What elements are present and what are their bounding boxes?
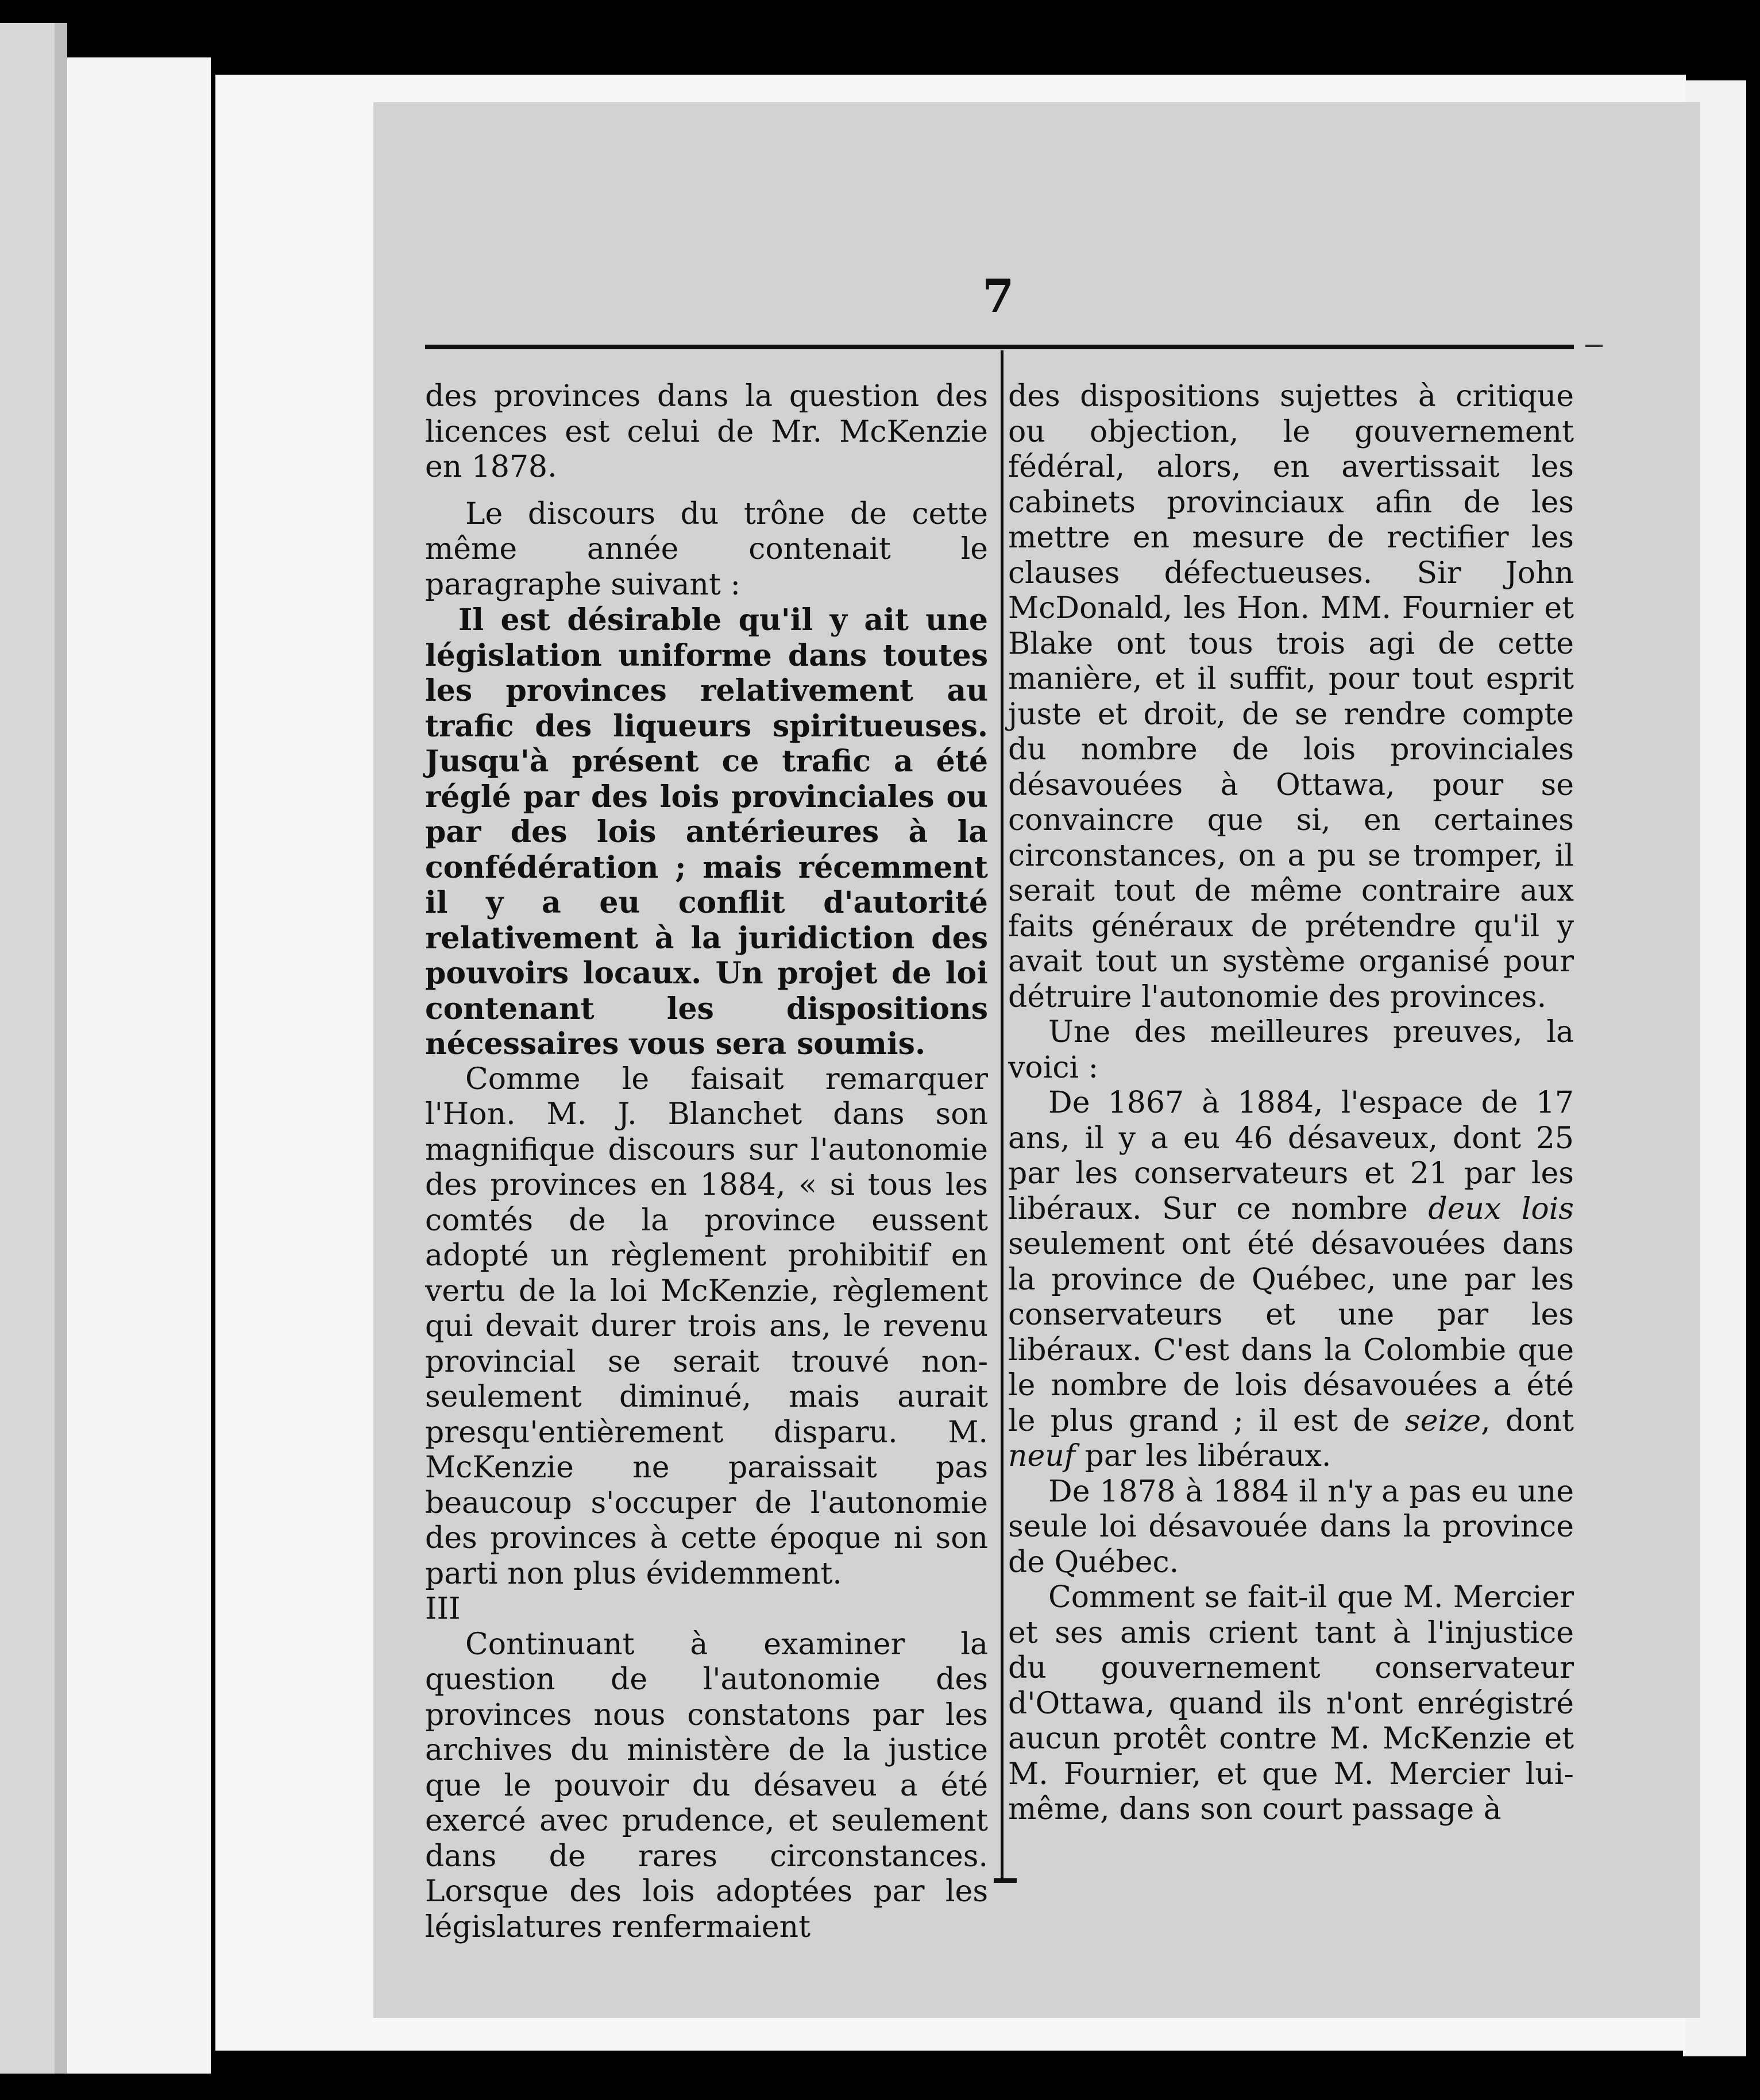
page-gutter bbox=[55, 23, 67, 2074]
throne-speech-quote: Il est désirable qu'il y ait une législation uniforme dans toutes les provinces relativement au trafic des liqueurs spiritueuses. Jusqu'à présent ce trafic a été réglé par des lois provinciales ou par des lois antérieures à la confédération ; mais récemment il y a eu conflit d'autorité relativement à la juridiction des pouvoirs locaux. Un projet de loi contenant les dispositions nécessaires vous sera soumis. bbox=[425, 603, 988, 1061]
left-paragraph-1: des provinces dans la question des licences est celui de Mr. McKenzie en 1878. bbox=[425, 379, 988, 484]
right-paragraph-1: des dispositions sujettes à critique ou objection, le gouvernement fédéral, alors, en avertissait les cabinets provinciaux afin de les mettre en mesure de rectifier les clauses défectueuses. Sir John McDonald, les Hon. MM. Fournier et Blake ont tous trois agi de cette manière, et il suffit, pour tout esprit juste et droit, de se rendre compte du nombre de lois provinciales désavouées à Ottawa, pour se convaincre que si, en certaines circonstances, on a pu se tromper, il serait tout de même contraire aux faits généraux de prétendre qu'il y avait tout un système organisé pour détruire l'autonomie des provinces. bbox=[1008, 379, 1574, 1014]
left-paragraph-4: Continuant à examiner la question de l'autonomie des provinces nous constatons par les archives du ministère de la justice que le pouvoir du désaveu a été exercé avec prudence, et seulement dans de rares circonstances. Lorsque des lois adoptées par les législatures renfermaient bbox=[425, 1627, 988, 1944]
column-divider bbox=[1001, 350, 1003, 1878]
right-paragraph-3 bbox=[1008, 1086, 1574, 1474]
emphasis-deux-lois: deux lois bbox=[1428, 1191, 1574, 1226]
page-number: 7 bbox=[982, 269, 1014, 323]
header-rule-end bbox=[1585, 345, 1603, 347]
left-paragraph-2: Le discours du trône de cette même année contenait le paragraphe suivant : bbox=[425, 496, 988, 602]
emphasis-seize: seize bbox=[1404, 1403, 1481, 1438]
right-paragraph-3-part-c: , dont bbox=[1481, 1403, 1574, 1438]
column-divider-foot bbox=[994, 1878, 1017, 1883]
right-paragraph-3-part-d: par les libéraux. bbox=[1075, 1439, 1331, 1473]
left-column bbox=[425, 379, 988, 1944]
right-paragraph-2: Une des meilleures preuves, la voici : bbox=[1008, 1015, 1574, 1085]
emphasis-neuf: neuf bbox=[1008, 1439, 1075, 1473]
adjacent-page-edge bbox=[0, 23, 55, 2074]
right-paragraph-4: De 1878 à 1884 il n'y a pas eu une seule loi désavouée dans la province de Québec. bbox=[1008, 1474, 1574, 1580]
right-paragraph-3-part-b: seulement ont été désavouées dans la province de Québec, une par les conservateurs et une par les libéraux. C'est dans la Colombie que le nombre de lois désavouées a été le plus grand ; il est de bbox=[1008, 1227, 1574, 1438]
left-paragraph-3: Comme le faisait remarquer l'Hon. M. J. Blanchet dans son magnifique discours sur l'autonomie des provinces en 1884, « si tous les comtés de la province eussent adopté un règlement prohibitif en vertu de la loi McKenzie, règlement qui devait durer trois ans, le revenu provincial se serait trouvé non-seulement diminué, mais aurait presqu'entièrement disparu. M. McKenzie ne paraissait pas beaucoup s'occuper de l'autonomie des provinces à cette époque ni son parti non plus évidemment. bbox=[425, 1061, 988, 1591]
header-rule bbox=[425, 345, 1574, 349]
right-paragraph-5: Comment se fait-il que M. Mercier et ses amis crient tant à l'injustice du gouvernement conservateur d'Ottawa, quand ils n'ont enrégistré aucun protêt contre M. McKenzie et M. Fournier, et que M. Mercier lui-même, dans son court passage à bbox=[1008, 1580, 1574, 1827]
right-paragraph-3-part-a: De 1867 à 1884, l'espace de 17 ans, il y a eu 46 désaveux, dont 25 par les conservateurs et 21 par les libéraux. Sur ce nombre bbox=[1008, 1086, 1574, 1226]
section-heading: III bbox=[425, 1592, 461, 1626]
right-column bbox=[1008, 379, 1574, 1873]
facing-page-margin bbox=[67, 57, 211, 2074]
